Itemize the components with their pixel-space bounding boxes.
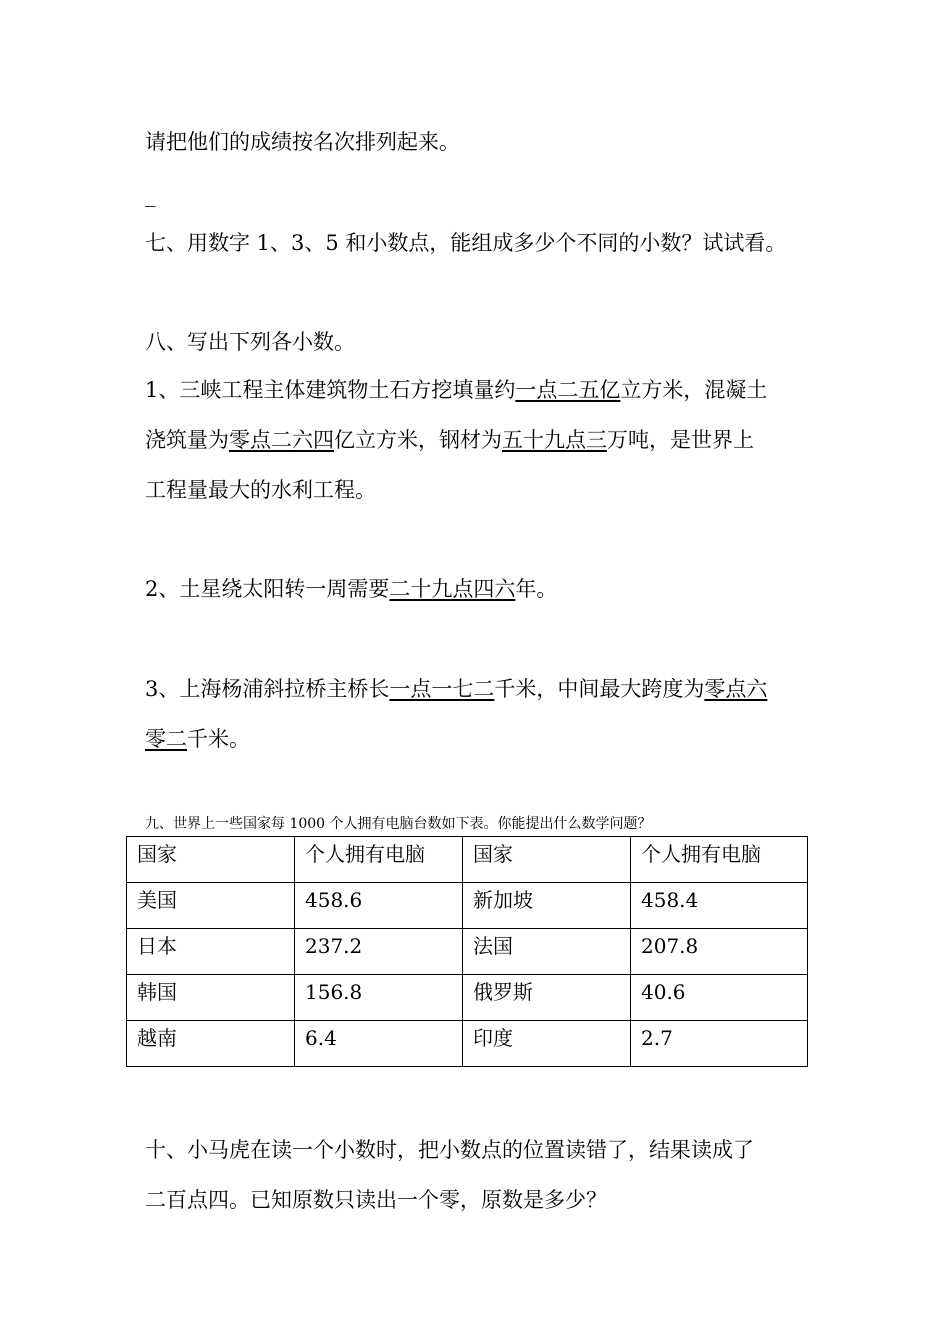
q8-1-text-d: 亿立方米，钢材为 [334,428,502,452]
header-computers-2: 个人拥有电脑 [631,837,808,883]
table-cell: 237.2 [295,929,463,975]
question-10-line2: 二百点四。已知原数只读出一个零，原数是多少？ [145,1188,607,1212]
table-cell: 40.6 [631,975,808,1021]
question-8-title: 八、写出下列各小数。 [145,330,355,354]
q8-3-underlined-2b: 零二 [145,727,187,751]
table-cell: 6.4 [295,1021,463,1067]
table-cell: 俄罗斯 [463,975,631,1021]
question-7: 七、用数字 1、3、5 和小数点，能组成多少个不同的小数？试试看。 [145,231,787,255]
q8-3-text-c: 千米。 [187,727,250,751]
table-row [127,883,808,929]
table-header-row [127,837,808,883]
question-8-1-line2 [145,426,754,454]
header-country-2: 国家 [463,837,631,883]
q8-1-text-e: 万吨，是世界上 [607,428,754,452]
table-cell: 韩国 [127,975,295,1021]
table-cell: 法国 [463,929,631,975]
q8-2-underlined: 二十九点四六 [389,577,516,601]
table-cell: 2.7 [631,1021,808,1067]
table-cell: 458.6 [295,883,463,929]
table-cell: 207.8 [631,929,808,975]
header-country-1: 国家 [127,837,295,883]
question-8-2 [145,575,557,603]
q8-1-text-b: 立方米，混凝土 [620,378,768,402]
header-computers-1: 个人拥有电脑 [295,837,463,883]
table-cell: 越南 [127,1021,295,1067]
question-10-line1: 十、小马虎在读一个小数时，把小数点的位置读错了，结果读成了 [145,1138,754,1162]
q8-3-underlined-1: 一点一七二 [389,677,495,701]
question-9-caption: 九、世界上一些国家每 1000 个人拥有电脑台数如下表。你能提出什么数学问题？ [145,816,652,832]
q8-3-underlined-2a: 零点六 [704,677,768,701]
computer-ownership-table [126,836,808,1067]
table-cell: 新加坡 [463,883,631,929]
q8-3-text-a: 3、上海杨浦斜拉桥主桥长 [145,677,390,701]
table-cell: 美国 [127,883,295,929]
q8-1-text-c: 浇筑量为 [145,428,229,452]
table-cell: 印度 [463,1021,631,1067]
table-cell: 156.8 [295,975,463,1021]
q8-1-underlined-2: 零点二六四 [229,428,334,452]
q8-3-text-b: 千米，中间最大跨度为 [494,677,705,701]
question-8-1-line3: 工程量最大的水利工程。 [145,478,376,502]
question-8-3-line2 [145,725,250,753]
table-cell: 458.4 [631,883,808,929]
intro-line: 请把他们的成绩按名次排列起来。 [145,130,460,154]
q8-1-underlined-1: 一点二五亿 [515,378,621,402]
q8-2-text-b: 年。 [515,577,558,601]
table-row [127,929,808,975]
q8-1-text-a: 1、三峡工程主体建筑物土石方挖填量约 [145,378,516,402]
table-cell: 日本 [127,929,295,975]
table-row [127,1021,808,1067]
question-8-3-line1 [145,675,767,703]
table-row [127,975,808,1021]
q8-2-text-a: 2、土星绕太阳转一周需要 [145,577,390,601]
q8-1-underlined-3: 五十九点三 [502,428,607,452]
blank-mark: _ [145,183,156,207]
question-8-1-line1 [145,376,767,404]
